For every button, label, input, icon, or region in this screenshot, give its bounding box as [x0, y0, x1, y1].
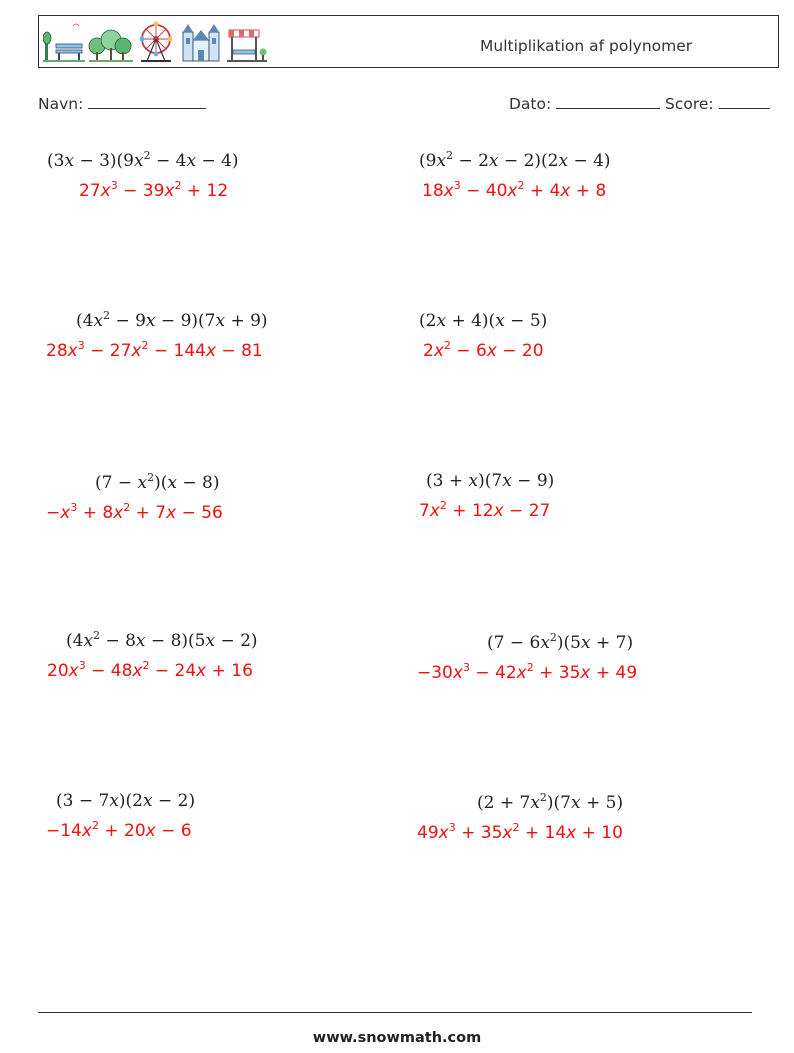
problem-1-question: $(3x - 3)(9x^2 - 4x - 4)$ — [47, 149, 239, 171]
problem-6-answer: $7x^2 + 12x - 27$ — [419, 499, 551, 521]
problem-3-question: $(4x^2 - 9x - 9)(7x + 9)$ — [76, 309, 268, 331]
problem-8-answer: $-30x^3 - 42x^2 + 35x + 49$ — [417, 661, 638, 683]
problem-2-answer: $18x^3 - 40x^2 + 4x + 8$ — [422, 179, 607, 201]
problem-5-answer: $-x^3 + 8x^2 + 7x - 56$ — [46, 501, 223, 523]
problem-9-question: (3 − 7x)(2x − 2) — [56, 791, 196, 811]
problem-4-question: (2x + 4)(x − 5) — [419, 311, 548, 331]
ferris-wheel-icon — [140, 22, 173, 62]
date-label: Dato: — [509, 95, 552, 113]
problem-8-question: $(7 - 6x^2)(5x + 7)$ — [487, 631, 634, 653]
date-blank[interactable] — [556, 94, 660, 109]
date-field — [509, 94, 660, 113]
problem-5-question: $(7 - x^2)(x - 8)$ — [95, 471, 220, 493]
problem-1-answer: $27x^3 - 39x^2 + 12$ — [79, 179, 229, 201]
score-label: Score: — [665, 95, 714, 113]
problem-4-answer: $2x^2 - 6x - 20$ — [423, 339, 544, 361]
score-field — [665, 94, 770, 113]
header-illustrations — [43, 20, 267, 64]
market-stall-icon — [227, 30, 267, 62]
worksheet-header — [38, 15, 779, 68]
problem-10-question: $(2 + 7x^2)(7x + 5)$ — [477, 791, 624, 813]
footer-divider — [38, 1012, 752, 1013]
name-blank[interactable] — [88, 94, 206, 109]
problem-9-answer: $-14x^2 + 20x - 6$ — [46, 819, 192, 841]
problem-7-answer: $20x^3 - 48x^2 - 24x + 16$ — [47, 659, 253, 681]
problem-2-question: $(9x^2 - 2x - 2)(2x - 4)$ — [419, 149, 611, 171]
problem-3-answer: $28x^3 - 27x^2 - 144x - 81$ — [46, 339, 263, 361]
trees-icon — [89, 30, 133, 62]
name-label: Navn: — [38, 95, 84, 113]
name-field — [38, 94, 206, 113]
church-icon — [183, 24, 219, 61]
problem-6-question: (3 + x)(7x − 9) — [426, 471, 555, 491]
score-blank[interactable] — [719, 94, 770, 109]
footer-url[interactable]: www.snowmath.com — [312, 1030, 482, 1046]
problem-10-answer: $49x^3 + 35x^2 + 14x + 10$ — [417, 821, 623, 843]
problem-7-question: $(4x^2 - 8x - 8)(5x - 2)$ — [66, 629, 258, 651]
worksheet-title: Multiplikation af polynomer — [480, 37, 693, 55]
park-bench-icon — [43, 24, 85, 62]
